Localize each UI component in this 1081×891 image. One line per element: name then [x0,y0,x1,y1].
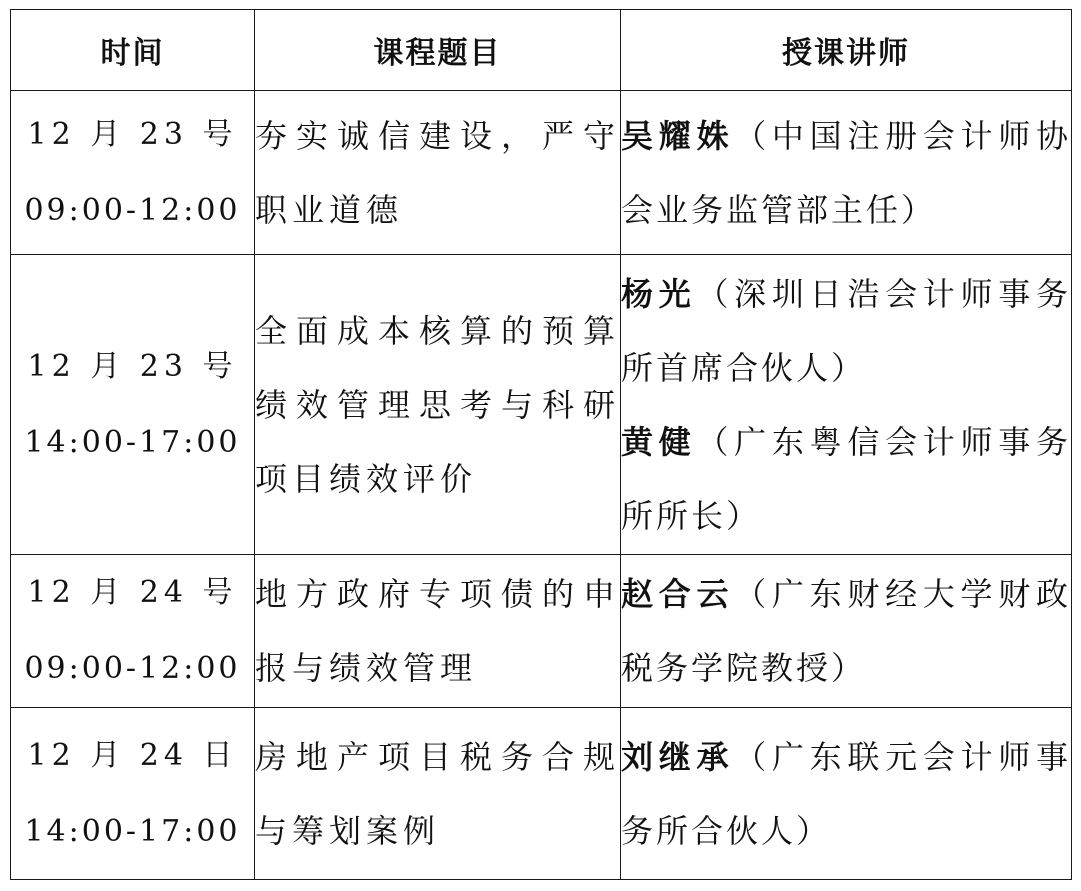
instructor-entry [621,275,1071,387]
header-instructor: 授课讲师 [621,10,1072,91]
table-body [11,91,1072,880]
instructor-name: 吴耀姝 [621,116,735,155]
table-row [11,708,1072,880]
instructor-title: （中国注册会计师协会业务监管部主任） [621,116,1071,229]
table-row [11,555,1072,708]
topic-cell: 地方政府专项债的申报与绩效管理 [255,555,621,708]
session-date: 12 月 24 日 [27,737,238,773]
instructor-title: （广东联元会计师事务所合伙人） [621,737,1071,850]
session-hours: 14:00-17:00 [24,813,241,849]
topic-cell: 房地产项目税务合规与筹划案例 [255,708,621,880]
header-time: 时间 [11,10,255,91]
header-row [11,10,1072,91]
instructor-cell [621,255,1072,555]
instructor-entry [621,738,1071,850]
session-hours: 09:00-12:00 [24,192,241,228]
time-cell [11,708,255,880]
time-cell [11,91,255,255]
table-row [11,255,1072,555]
instructor-name: 杨光 [621,274,697,313]
session-hours: 09:00-12:00 [24,651,241,686]
session-date: 12 月 24 号 [27,575,238,610]
instructor-name: 黄健 [621,422,697,461]
instructor-entry [621,117,1071,229]
instructor-title: （广东粤信会计师事务所所长） [621,422,1071,535]
topic-cell: 夯实诚信建设，严守职业道德 [255,91,621,255]
session-hours: 14:00-17:00 [24,424,241,460]
instructor-name: 刘继承 [621,737,735,776]
table-row [11,91,1072,255]
instructor-cell [621,708,1072,880]
topic-cell: 全面成本核算的预算绩效管理思考与科研项目绩效评价 [255,255,621,555]
instructor-cell [621,91,1072,255]
instructor-entry [621,423,1071,535]
session-date: 12 月 23 号 [27,348,238,384]
time-cell [11,255,255,555]
header-topic: 课程题目 [255,10,621,91]
training-schedule-table [10,9,1072,880]
time-cell [11,555,255,708]
session-date: 12 月 23 号 [27,116,238,152]
instructor-entry [621,575,1071,687]
instructor-cell [621,555,1072,708]
table-header [11,10,1072,91]
instructor-title: （深圳日浩会计师事务所首席合伙人） [621,274,1071,387]
instructor-name: 赵合云 [621,575,735,613]
instructor-title: （广东财经大学财政税务学院教授） [621,575,1071,687]
